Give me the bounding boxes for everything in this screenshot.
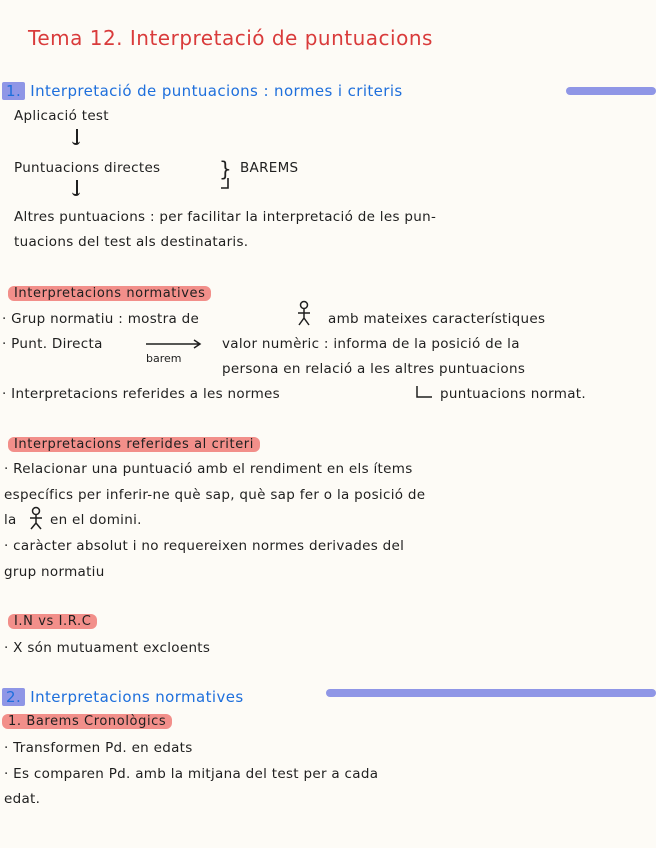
arrow-down-icon <box>76 129 78 143</box>
person-icon <box>28 506 44 530</box>
curly-brace-icon: } <box>219 157 232 181</box>
section1-number: 1. <box>2 82 25 100</box>
punt-value: valor numèric : informa de la posició de la <box>222 336 520 352</box>
corner-arrow-icon <box>414 384 436 402</box>
criteri-line1: · Relacionar una puntuació amb el rendiment en els ítems <box>4 461 413 477</box>
criteri-line4: · caràcter absolut i no requereixen normes derivades del <box>4 538 405 554</box>
criteri-line3b: en el domini. <box>50 512 142 528</box>
section1-title: Interpretació de puntuacions : normes i criteris <box>30 82 403 100</box>
altres-line2: tuacions del test als destinataris. <box>14 234 249 250</box>
punt-line2: persona en relació a les altres puntuacions <box>222 361 526 377</box>
barem-word: barem <box>146 352 182 365</box>
referides-result: puntuacions normat. <box>440 386 586 402</box>
altres-line1: Altres puntuacions : per facilitar la interpretació de les pun- <box>14 209 437 225</box>
punt-directa-label: · Punt. Directa <box>2 336 103 352</box>
section1-heading <box>2 82 403 100</box>
person-icon <box>296 300 312 326</box>
criteri-heading: Interpretacions referides al criteri <box>8 437 260 452</box>
barems-cronologics-heading: 1. Barems Cronològics <box>2 714 172 729</box>
criteri-line3a: la <box>4 512 17 528</box>
aplicacio-test: Aplicació test <box>14 108 109 124</box>
section2-number: 2. <box>2 688 25 706</box>
invsirc-line1: · X són mutuament excloents <box>4 640 211 656</box>
section2-title: Interpretacions normatives <box>30 688 244 706</box>
arrow-down-icon <box>76 180 78 194</box>
section2-line2: · Es comparen Pd. amb la mitjana del test per a cada <box>4 766 379 782</box>
arrow-right-icon <box>144 338 204 350</box>
section2-line1: · Transformen Pd. en edats <box>4 740 193 756</box>
page-title: Tema 12. Interpretació de puntuacions <box>28 26 433 50</box>
normatives-heading: Interpretacions normatives <box>8 286 211 301</box>
invsirc-heading: I.N vs I.R.C <box>8 614 97 629</box>
grup-normatiu-label: · Grup normatiu : mostra de <box>2 311 200 327</box>
grup-normatiu-rest: amb mateixes característiques <box>328 311 546 327</box>
referides-normes: · Interpretacions referides a les normes <box>2 386 280 402</box>
corner-arrow-icon <box>218 176 234 192</box>
section2-underline-bar <box>326 689 656 697</box>
barems-label: BAREMS <box>240 160 299 176</box>
puntuacions-directes: Puntuacions directes <box>14 160 161 176</box>
section2-line3: edat. <box>4 791 41 807</box>
section2-heading <box>2 688 244 706</box>
criteri-line5: grup normatiu <box>4 564 105 580</box>
criteri-line2: específics per inferir-ne què sap, què sap fer o la posició de <box>4 487 426 503</box>
section1-underline-bar <box>566 87 656 95</box>
